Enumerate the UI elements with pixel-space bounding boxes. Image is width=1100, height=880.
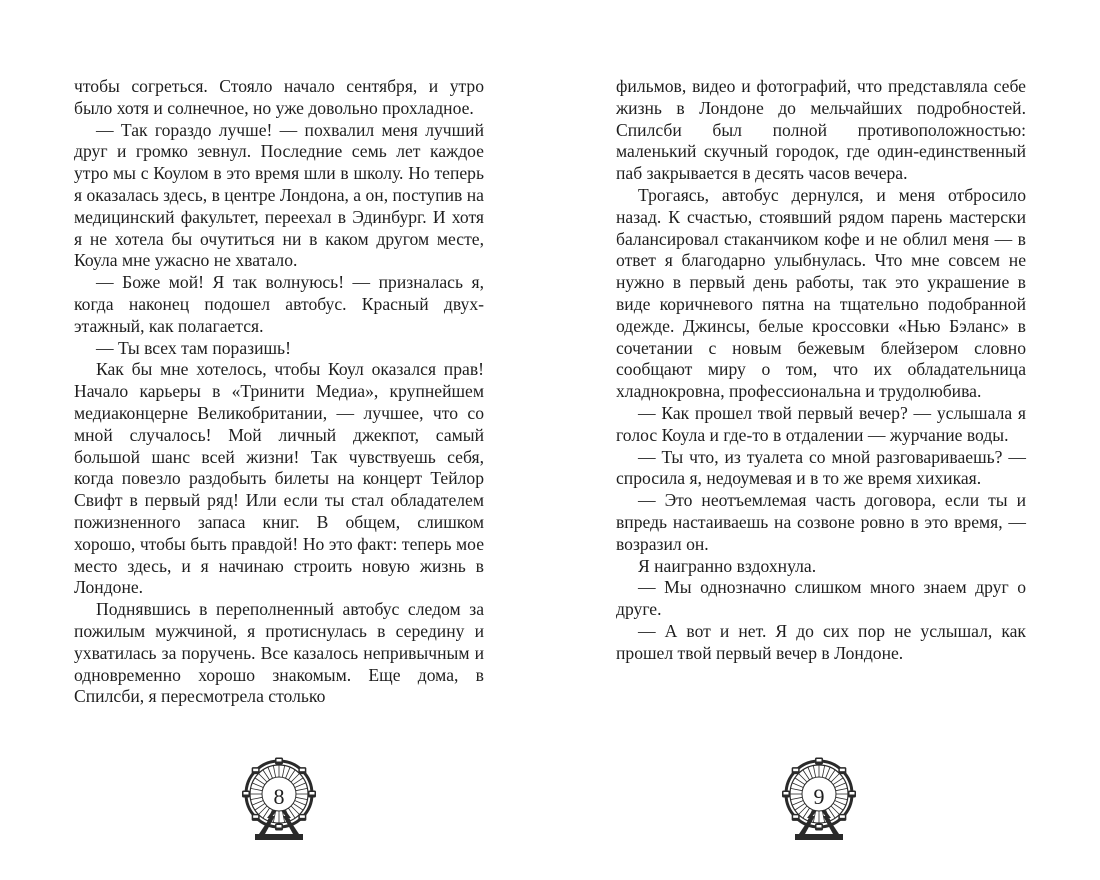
- paragraph: — Ты всех там поразишь!: [96, 337, 291, 358]
- paragraph: — Это неотъемлемая часть договора, если ты и впредь настаиваешь на созвоне ровно в это время, — возразил он.: [616, 490, 1026, 554]
- paragraph: — Боже мой! Я так волнуюсь! — призналась я, когда наконец подошел автобус. Красный двухэтажный, как полагается.: [74, 272, 484, 336]
- paragraph: Трогаясь, автобус дернулся, и меня отбросило назад. К счастью, стоявший рядом парень мастерски балансировал стаканчиком кофе и не облил меня — в ответ я благодарно улыбнулась. Что мне совсем не нужно в первый день работы, так это украшение в виде коричневого пятна на тщательно подобранной одежде. Джинсы, белые кроссовки «Нью Бэланс» в сочетании с новым бежевым блейзером словно сообщают миру о том, что их обладательница хладнокровна, профессиональна и трудолюбива.: [616, 184, 1026, 402]
- paragraph: — Ты что, из туалета со мной разговариваешь? — спросила я, недоумевая и в то же время хихикая.: [616, 446, 1026, 489]
- paragraph: — А вот и нет. Я до сих пор не услышал, как прошел твой первый вечер в Лондоне.: [616, 620, 1026, 663]
- page-number-ornament: [771, 752, 867, 848]
- paragraph: Я наигранно вздохнула.: [638, 555, 817, 576]
- page-number: 8: [273, 784, 285, 809]
- paragraph: фильмов, видео и фотографий, что представляла себе жизнь в Лондоне до мельчайших подробностей. Спилсби был полной противоположностью: маленький скучный городок, где один-единственный паб закрывается в десять часов вечера.: [616, 76, 1026, 184]
- paragraph: — Как прошел твой первый вечер? — услышала я голос Коула и где-то в отдалении — журчание воды.: [616, 402, 1026, 445]
- page-number-ornament: [231, 752, 327, 848]
- paragraph: чтобы согреться. Стояло начало сентября, и утро было хотя и солнечное, но уже довольно прохладное.: [74, 76, 484, 118]
- paragraph: Как бы мне хотелось, чтобы Коул оказался прав! Начало карьеры в «Тринити Медиа», крупнейшем медиаконцерне Великобритании, — лучшее, что со мной случалось! Мой личный джекпот, самый большой шанс всей жизни! Так чувствуешь себя, когда повезло раздобыть билеты на концерт Тейлор Свифт в первый ряд! Или если ты стал обладателем пожизненного запаса книг. В общем, слишком хорошо, чтобы быть правдой! Но это факт: теперь мое место здесь, и я начинаю строить новую жизнь в Лондоне.: [74, 359, 484, 598]
- right-page: [550, 0, 1100, 880]
- left-page-text: [74, 76, 484, 708]
- paragraph: — Так гораздо лучше! — похвалил меня лучший друг и громко зевнул. Последние семь лет каждое утро мы с Коулом в это время шли в школу. Но теперь я оказалась здесь, в центре Лондона, а он, поступив на медицинский факультет, переехал в Эдинбург. И хотя я не хотела бы очутиться ни в каком другом месте, Коула мне ужасно не хватало.: [74, 119, 484, 271]
- right-page-text: [616, 76, 1026, 665]
- paragraph: — Мы однозначно слишком много знаем друг о друге.: [616, 577, 1026, 620]
- page-number: 9: [813, 784, 825, 809]
- paragraph: Поднявшись в переполненный автобус следом за пожилым мужчиной, я протиснулась в середину и ухватилась за поручень. Все казалось непривычным и одновременно хорошо знакомым. Еще дома, в Спилсби, я пересмотрела столько: [74, 599, 484, 707]
